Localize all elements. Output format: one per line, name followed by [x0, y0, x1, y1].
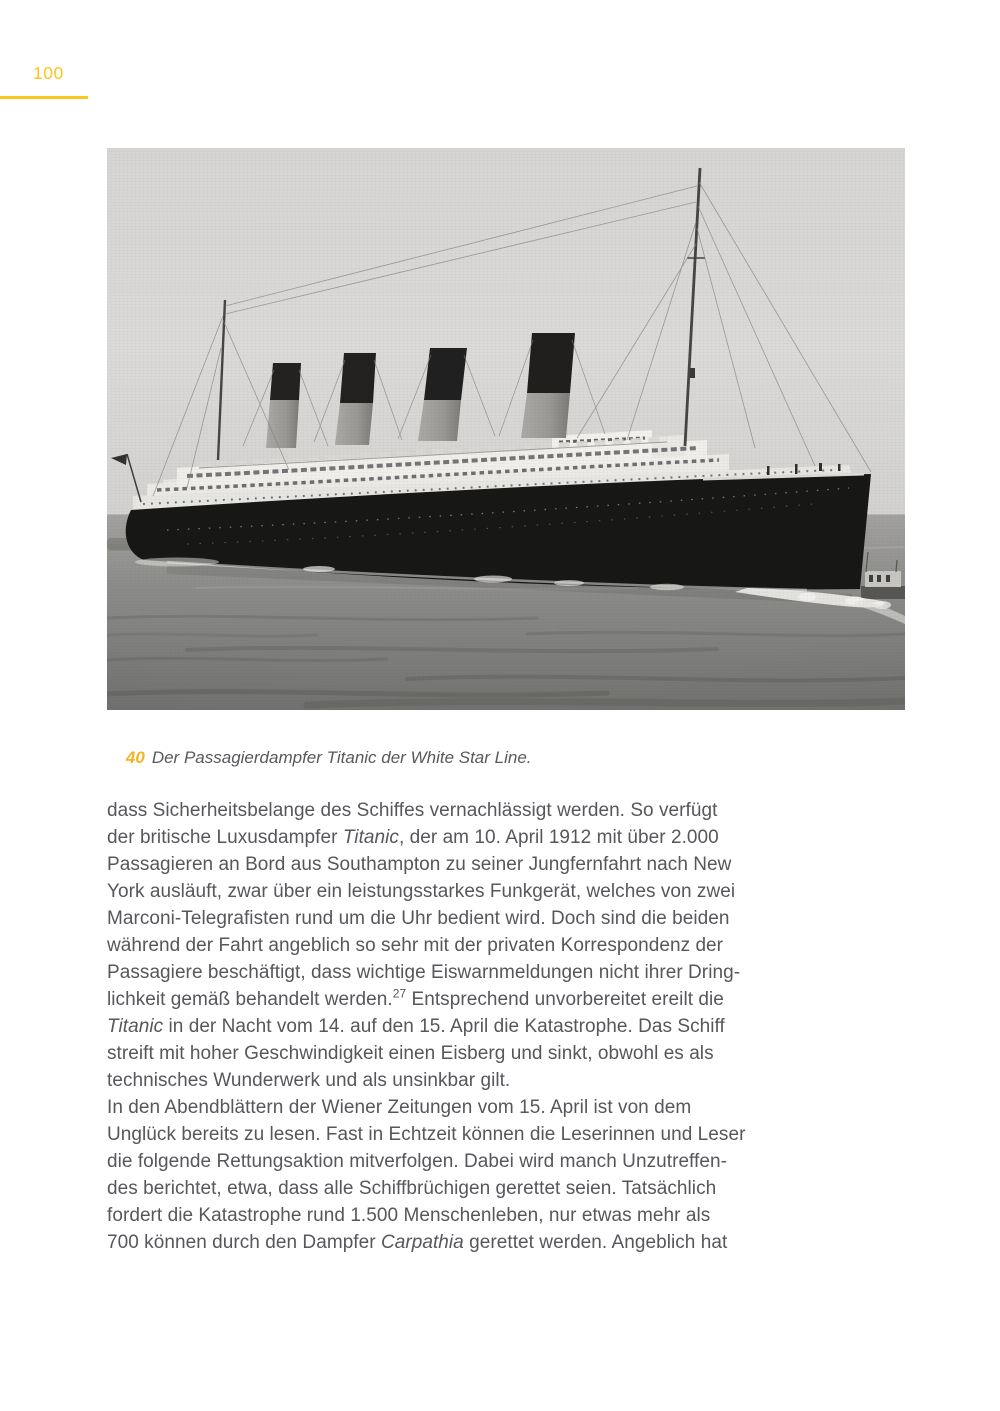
photo-caption [107, 725, 532, 791]
accent-rule [0, 96, 88, 99]
text-line: fordert die Katastrophe rund 1.500 Menschenleben, nur etwas mehr als [107, 1205, 711, 1226]
page-number: 100 [33, 63, 64, 83]
text-line: 700 können durch den Dampfer Carpathia gerettet werden. Angeblich hat [107, 1232, 728, 1253]
text-line: Titanic in der Nacht vom 14. auf den 15. April die Katastrophe. Das Schiff [107, 1016, 725, 1037]
text-line: Marconi-Telegrafisten rund um die Uhr bedient wird. Doch sind die beiden [107, 908, 730, 929]
text-line: der britische Luxusdampfer Titanic, der am 10. April 1912 mit über 2.000 [107, 827, 719, 848]
text-line: dass Sicherheitsbelange des Schiffes vernachlässigt werden. So verfügt [107, 800, 718, 821]
caption-number: 40 [125, 748, 145, 767]
text-line: streift mit hoher Geschwindigkeit einen Eisberg und sinkt, obwohl es als [107, 1043, 714, 1064]
titanic-photo-art [107, 148, 905, 710]
text-line: des berichtet, etwa, dass alle Schiffbrüchigen gerettet seien. Tatsächlich [107, 1178, 717, 1199]
body-text [107, 797, 745, 1256]
text-line: In den Abendblättern der Wiener Zeitungen vom 15. April ist von dem [107, 1097, 692, 1118]
text-line: Passagiere beschäftigt, dass wichtige Eiswarnmeldungen nicht ihrer Dring- [107, 962, 741, 983]
text-line: die folgende Rettungsaktion mitverfolgen. Dabei wird manch Unzutreffen- [107, 1151, 727, 1172]
text-line: Unglück bereits zu lesen. Fast in Echtzeit können die Leserinnen und Leser [107, 1124, 746, 1145]
text-line: York ausläuft, zwar über ein leistungsstarkes Funkgerät, welches von zwei [107, 881, 736, 902]
caption-text: Der Passagierdampfer Titanic der White Star Line. [151, 748, 532, 767]
text-line: technisches Wunderwerk und als unsinkbar gilt. [107, 1070, 511, 1091]
text-line: während der Fahrt angeblich so sehr mit der privaten Korrespondenz der [107, 935, 724, 956]
text-line: Passagieren an Bord aus Southampton zu seiner Jungfernfahrt nach New [107, 854, 732, 875]
text-line: lichkeit gemäß behandelt werden.$^{27}$ Entsprechend unvorbereitet ereilt die [107, 986, 724, 1010]
titanic-photo [107, 148, 905, 710]
